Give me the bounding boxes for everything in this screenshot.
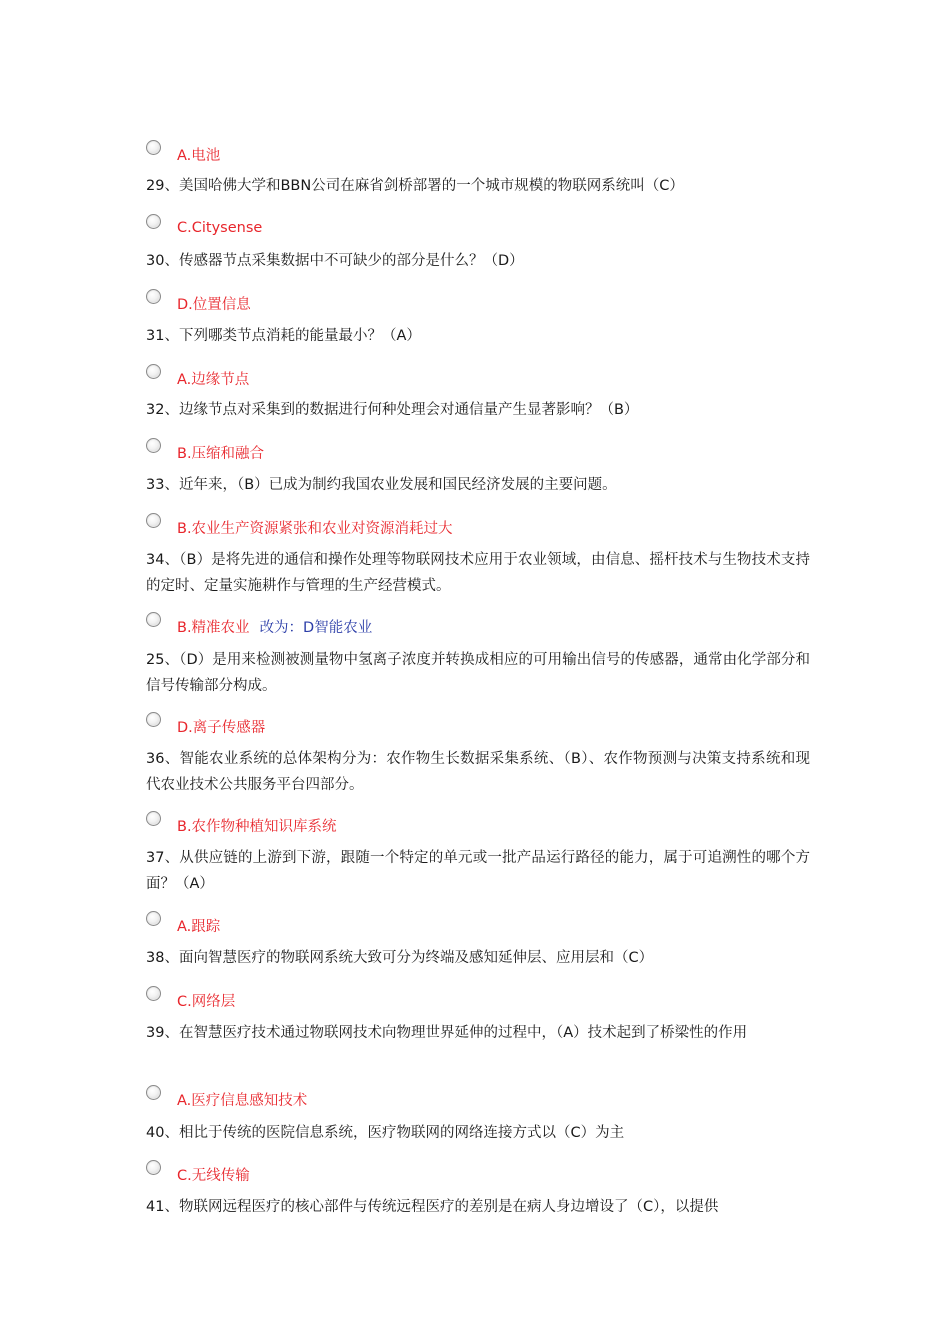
answer-option[interactable] <box>146 714 265 738</box>
radio-button-icon[interactable] <box>146 986 161 1001</box>
question-text: 32、边缘节点对采集到的数据进行何种处理会对通信量产生显著影响？（B） <box>146 402 639 418</box>
question-text: 38、面向智慧医疗的物联网系统大致可分为终端及感知延伸层、应用层和（C） <box>146 950 654 966</box>
answer-text: B.农业生产资源紧张和农业对资源消耗过大 <box>177 520 453 537</box>
radio-button-icon[interactable] <box>146 1160 161 1175</box>
radio-button-icon[interactable] <box>146 214 161 229</box>
radio-button-icon[interactable] <box>146 140 161 155</box>
question-text: 41、物联网远程医疗的核心部件与传统远程医疗的差别是在病人身边增设了（C），以提供 <box>146 1199 719 1215</box>
question-text: 40、相比于传统的医院信息系统，医疗物联网的网络连接方式以（C）为主 <box>146 1125 625 1141</box>
question-text: 30、传感器节点采集数据中不可缺少的部分是什么？（D） <box>146 253 524 269</box>
answer-text: B.农作物种植知识库系统 <box>177 818 337 835</box>
question-text: 39、在智慧医疗技术通过物联网技术向物理世界延伸的过程中，（A）技术起到了桥梁性的作用 <box>146 1025 748 1041</box>
question-text: 36、智能农业系统的总体架构分为：农作物生长数据采集系统、（B）、农作物预测与决策支持系统和现代农业技术公共服务平台四部分。 <box>146 751 810 793</box>
answer-text: A.边缘节点 <box>177 371 250 388</box>
answer-text: A.医疗信息感知技术 <box>177 1092 308 1109</box>
answer-option[interactable] <box>146 216 262 240</box>
question-text: 37、从供应链的上游到下游，跟随一个特定的单元或一批产品运行路径的能力，属于可追溯性的哪个方面？（A） <box>146 850 810 892</box>
answer-option[interactable] <box>146 142 220 166</box>
answer-option[interactable] <box>146 1087 307 1111</box>
answer-option[interactable] <box>146 813 337 837</box>
radio-button-icon[interactable] <box>146 911 161 926</box>
question-text: 34、（B）是将先进的通信和操作处理等物联网技术应用于农业领域，由信息、摇杆技术与生物技术支持的定时、定量实施耕作与管理的生产经营模式。 <box>146 552 810 594</box>
radio-button-icon[interactable] <box>146 513 161 528</box>
question-text: 31、下列哪类节点消耗的能量最小？（A） <box>146 328 421 344</box>
answer-option[interactable] <box>146 515 453 539</box>
answer-text: A.跟踪 <box>177 918 221 935</box>
radio-button-icon[interactable] <box>146 364 161 379</box>
answer-text: B.精准农业 <box>177 619 250 636</box>
answer-option[interactable] <box>146 366 249 390</box>
radio-button-icon[interactable] <box>146 438 161 453</box>
question-text: 33、近年来，（B）已成为制约我国农业发展和国民经济发展的主要问题。 <box>146 477 617 493</box>
answer-text: D.离子传感器 <box>177 719 266 736</box>
radio-button-icon[interactable] <box>146 612 161 627</box>
correction-note: 改为：D智能农业 <box>259 619 373 636</box>
answer-option[interactable] <box>146 1162 250 1186</box>
radio-button-icon[interactable] <box>146 712 161 727</box>
answer-text: D.位置信息 <box>177 296 251 313</box>
answer-option[interactable] <box>146 913 220 937</box>
answer-option[interactable] <box>146 614 372 638</box>
answer-text: B.压缩和融合 <box>177 445 265 462</box>
answer-text: C.Citysense <box>177 220 263 236</box>
answer-text: C.网络层 <box>177 993 236 1010</box>
answer-text: C.无线传输 <box>177 1167 250 1184</box>
answer-option[interactable] <box>146 988 235 1012</box>
question-text: 25、（D）是用来检测被测量物中氢离子浓度并转换成相应的可用输出信号的传感器，通常由化学部分和信号传输部分构成。 <box>146 652 810 694</box>
answer-option[interactable] <box>146 440 264 464</box>
radio-button-icon[interactable] <box>146 811 161 826</box>
radio-button-icon[interactable] <box>146 289 161 304</box>
question-text: 29、美国哈佛大学和BBN公司在麻省剑桥部署的一个城市规模的物联网系统叫（C） <box>146 178 684 194</box>
radio-button-icon[interactable] <box>146 1085 161 1100</box>
answer-option[interactable] <box>146 291 251 315</box>
answer-text: A.电池 <box>177 147 221 164</box>
